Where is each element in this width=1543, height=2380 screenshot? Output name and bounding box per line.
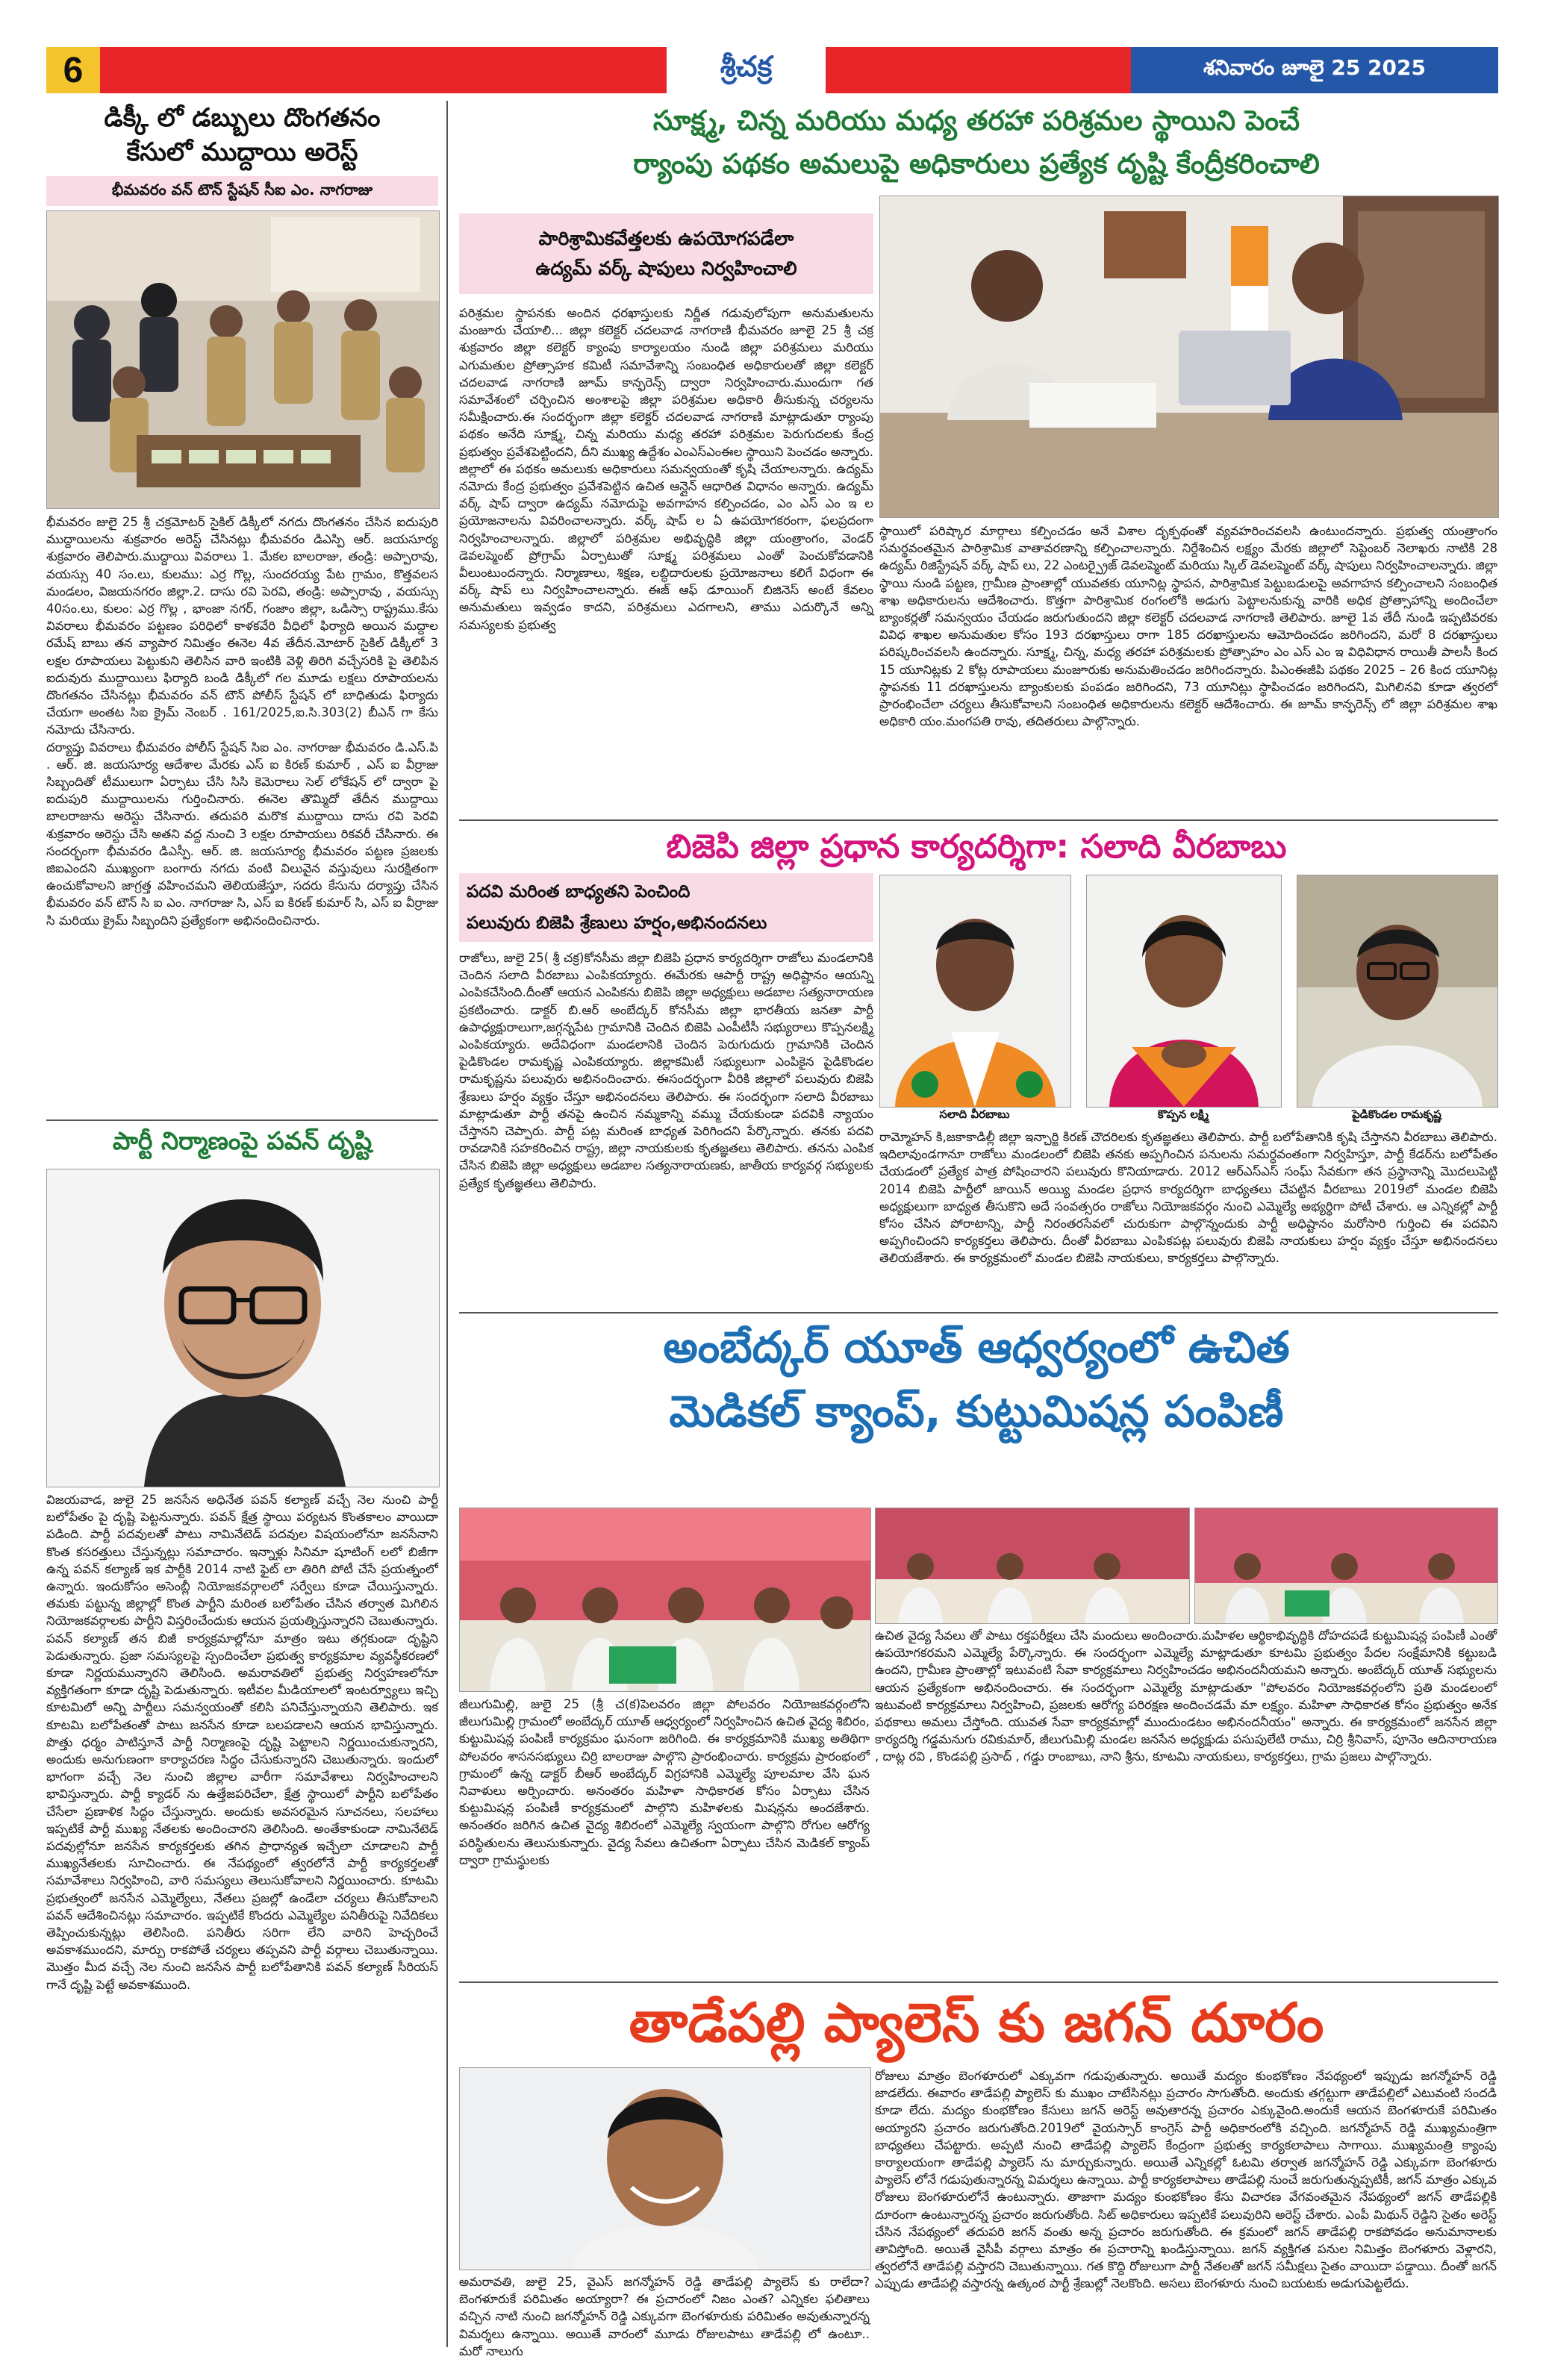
story4-caption-3: పైడికొండల రామకృష్ణ bbox=[1352, 1108, 1441, 1121]
page-number-box bbox=[46, 47, 100, 93]
story3-body bbox=[46, 1491, 438, 2348]
issue-date: శనివారం జూలై 25 2025 bbox=[1203, 55, 1426, 80]
story3-headline bbox=[46, 1124, 438, 1158]
story4-subhead-line2: పలువురు బిజెపి శ్రేణులు హర్షం,అభినందనలు bbox=[467, 913, 767, 933]
story4-caption-2: కొప్పన లక్ష్మి bbox=[1157, 1108, 1209, 1121]
story6-headline bbox=[454, 1987, 1499, 2058]
story6-paragraph: అమరావతి, జులై 25, వైఎస్ జగన్మోహన్ రెడ్డి తాడేపల్లి ప్యాలెస్ కు రాలేదా? బెంగళూరుకే పరిమితం అయ్యారా? ఈ ప్రచారంలో నిజం ఎంత? ఎన్నికల ఫలితాలు వచ్చిన నాటి నుంచి జగన్మోహన్ రెడ్డి ఎక్కువగా బెంగళూరుకు పరిమితం అవుతున్నారన్న విమర్శలు ఉన్నాయి. అయితే వారంలో మూడు రోజులపాటు తాడేపల్లి లో ఉంటూ.. మరో నాలుగు bbox=[459, 2275, 870, 2358]
story4-photo-1 bbox=[879, 875, 1071, 1108]
page-number: 6 bbox=[63, 50, 84, 90]
story2-subhead-line1: పారిశ్రామికవేత్తలకు ఉపయోగపడేలా bbox=[538, 228, 794, 249]
story5-paragraph: ఉచిత వైద్య సేవలు తో పాటు రక్తపరీక్షలు చేసి మందులు అందించారు.మహిళల ఆర్థికాభివృద్ధికి దోహదపడే కుట్టుమిషన్ల పంపిణీ ఎంతో ఉపయోగకరమని ఎమ్మెల్యే పేర్కొన్నారు. ఈ సందర్భంగా ఎమ్మెల్యే మాట్లాడుతూ కూటమి ప్రభుత్వం పేదల సంక్షేమానికి కట్టుబడి ఉందని, గ్రామీణ ప్రాంతాల్లో ఇటువంటి సేవా కార్యక్రమాలు నిర్వహించడం అభినందనీయమని అన్నారు. అంబేద్కర్ యూత్ సభ్యులను ఆయన ప్రత్యేకంగా అభినందించారు. ఈ సందర్భంగా ఎమ్మెల్యే మాట్లాడుతూ "పోలవరం నియోజకవర్గంలోని ప్రతి మండలంలో ఇటువంటి కార్యక్రమాలు నిర్వహించి, ప్రజలకు ఆరోగ్య పరిరక్షణ అందించడమే మా లక్ష్యం. మహిళా సాధికారత కోసం ప్రభుత్వం అనేక పథకాలు అమలు చేస్తోంది. యువత సేవా కార్యక్రమాల్లో ముందుండటం అభినందనీయం" అన్నారు. ఈ కార్యక్రమంలో జనసేన జిల్లా కార్యదర్శి గడ్డమనుగు రవికుమార్, జీలుగుమిల్లి మండల జనసేన అధ్యక్షుడు పసుపులేటి రాము, చిర్రి శ్రీనివాస్, పూనెం ఆదినారాయణ , దాట్ల రవి , కొండపల్లి ప్రసాద్ , గడ్డు రాంబాబు, నాని శ్రీను, కూటమి నాయకులు, కార్యకర్తలు, గ్రామ ప్రజలు పాల్గొన్నారు. bbox=[875, 1628, 1497, 1764]
story6-headline-text: తాడేపల్లి ప్యాలెస్ కు జగన్ దూరం bbox=[629, 1991, 1324, 2054]
story1-body bbox=[46, 513, 438, 1119]
story4-caption-1: సలాది వీరబాబు bbox=[939, 1108, 1010, 1121]
story5-paragraph: జీలుగుమిల్లి, జులై 25 (శ్రీ చ(క)పెలవరం జిల్లా పోలవరం నియోజకవర్గంలోని జీలుగుమిల్లి గ్రామంలో అంబేద్కర్ యూత్ ఆధ్వర్యంలో నిర్వహించిన ఉచిత వైద్య శిబిరం, కుట్టుమిషన్ల పంపిణీ కార్యక్రమం ఘనంగా జరిగింది. ఈ కార్యక్రమానికి ముఖ్య అతిథిగా పోలవరం శాసనసభ్యులు చిర్రి బాలరాజు పాల్గొని ప్రారంభించారు. కార్యక్రమ ప్రారంభంలో గ్రామంలో ఉన్న డాక్టర్ బీఆర్ అంబేద్కర్ విగ్రహానికి ఎమ్మెల్యే పూలమాల వేసి ఘన నివాళులు అర్పించారు. అనంతరం మహిళా సాధికారత కోసం ఏర్పాటు చేసిన కుట్టుమిషన్ల పంపిణీ కార్యక్రమంలో పాల్గొని మహిళలకు మిషన్లను అందజేశారు. అనంతరం జరిగిన ఉచిత వైద్య శిబిరంలో ఎమ్మెల్యే స్వయంగా పాల్గొని రోగుల ఆరోగ్య పరిస్థితులను తెలుసుకున్నారు. వైద్య సేవలు ఉచితంగా ఏర్పాటు చేసిన మెడికల్ క్యాంప్ ద్వారా గ్రామస్థులకు bbox=[459, 1697, 870, 1867]
pawan-kalyan-portrait bbox=[47, 1169, 439, 1487]
story5-body-right bbox=[875, 1627, 1497, 1979]
date-box bbox=[1131, 47, 1498, 93]
story6-body-right bbox=[875, 2067, 1497, 2348]
story2-headline-line2: ర్యాంపు పథకం అమలుపై అధికారులు ప్రత్యేక దృష్టి కేంద్రీకరించాలి bbox=[633, 148, 1320, 180]
story6-paragraph: రోజులు మాత్రం బెంగళూరులో ఎక్కువగా గడుపుతున్నారు. అయితే మద్యం కుంభకోణం నేపథ్యంలో ఇప్పుడు జగన్మోహన్ రెడ్డి జాడలేదు. ఈవారం తాడేపల్లి ప్యాలెస్ కు ముఖం చాటేసినట్లు ప్రచారం సాగుతోంది. అందుకు తగ్గట్టుగా తాడేపల్లిలో ఎటువంటి సందడి కూడా లేదు. మద్యం కుంభకోణం కేసులు జగన్ అరెస్ట్ అవుతారన్న ప్రచారం ఎక్కువైంది.అందుకే ఆయన బెంగళూరుకే పరిమితం అయ్యారని ప్రచారం జరుగుతోంది.2019లో వైయస్సార్ కాంగ్రెస్ పార్టీ అధికారంలోకి వచ్చింది. జగన్మోహన్ రెడ్డి ముఖ్యమంత్రిగా బాధ్యతలు చేపట్టారు. అప్పటి నుంచి తాడేపల్లి ప్యాలెస్ కేంద్రంగా ప్రభుత్వ కార్యకలాపాలు సాగాయి. ముఖ్యమంత్రి క్యాంపు కార్యాలయంగా తాడేపల్లి ప్యాలెస్ ను మార్చుకున్నారు. అయితే ఎన్నికల్లో ఓటమి తర్వాత జగన్మోహన్ రెడ్డి ఎక్కువగా బెంగళూరు ప్యాలెస్ లోనే గడుపుతున్నారన్న విమర్శలు ఉన్నాయి. పార్టీ కార్యకలాపాలు తాడేపల్లి నుంచే జరుగుతున్నప్పటికీ, జగన్ మాత్రం ఎక్కువ రోజులు బెంగళూరులోనే ఉంటున్నారు. తాజాగా మద్యం కుంభకోణం కేసు విచారణ వేగవంతమైన నేపథ్యంలో జగన్ తాడేపల్లికి దూరంగా ఉంటున్నారన్న ప్రచారం జరుగుతోంది. సిట్ అధికారులు ఇప్పటికే పలువురిని అరెస్ట్ చేశారు. ఎంపీ మిథున్ రెడ్డిని సైతం అరెస్ట్ చేసిన నేపథ్యంలో తదుపరి జగన్ వంతు అన్న ప్రచారం జరుగుతోంది. ఈ క్రమంలో జగన్ తాడేపల్లి రాకపోవడం అనుమానాలకు తావిస్తోంది. అయితే వైసీపీ వర్గాలు మాత్రం ఈ ప్రచారాన్ని ఖండిస్తున్నాయి. జగన్ వ్యక్తిగత పనుల నిమిత్తం బెంగళూరు వెళ్లారని, త్వరలోనే తాడేపల్లి వస్తారని చెబుతున్నాయి. గత కొద్ది రోజులుగా పార్టీ నేతలతో జగన్ సమీక్షలు సైతం వాయిదా పడ్డాయి. దీంతో జగన్ ఎప్పుడు తాడేపల్లి వస్తారన్న ఉత్కంఠ పార్టీ శ్రేణుల్లో నెలకొంది. అసలు బెంగళూరు నుంచి బయటకు అడుగుపెట్టలేదు. bbox=[875, 2069, 1497, 2291]
story4-paragraph: రామ్మోహన్ కి,జకాకాడిల్లీ జిల్లా ఇన్చార్జి కిరణ్ చౌదరిలకు కృతజ్ఞతలు తెలిపారు. పార్టీ బలోపేతానికి కృషి చేస్తానని వీరబాబు తెలిపారు. ఇదిలావుండగానూ రాజోలు మండలంలో బిజెపి తనకు అప్పగించిన పనులను సమర్ధవంతంగా నిర్వహిస్తూ, పార్టీ కేడర్‌ను బలోపేతం చేయడంలో ప్రత్యేక పాత్ర పోషించారని పలువురు కొనియాడారు. 2012 ఆర్ఎస్ఎస్ సంఘ్ సేవకుగా తన ప్రస్థానాన్ని మొదలుపెట్టి 2014 బిజెపి పార్టీలో జాయిన్ అయ్యి మండల ప్రధాన కార్యదర్శిగా బాధ్యతలు చేపట్టిన వీరబాబు 2019లో మండల బిజెపి అధ్యక్షులుగా బాధ్యత తీసుకొని అదే సంవత్సరం రాజోలు నియోజకవర్గం నుంచి ఎమ్మెల్యే అభ్యర్థిగా పోటీ చేశారు. ఆ ఎన్నికల్లో పార్టీ కోసం చేసిన పోరాటాన్ని, పార్టీ నిరంతరసేవలో చురుకుగా పాల్గొన్నందుకు పార్టీ అధిష్టానం మరోసారి గుర్తించి ఈ పదవిని అప్పగించిందని కార్యకర్తలు తెలిపారు. దీంతో వీరబాబు ఎంపికపట్ల పలువురు బిజెపి నాయకులు హర్షం వ్యక్తం చేస్తూ అభినందనలు తెలియజేశారు. ఈ కార్యక్రమంలో మండల బిజెపి నాయకులు, కార్యకర్తలు పాల్గొన్నారు. bbox=[879, 1130, 1497, 1266]
story2-headline bbox=[454, 99, 1499, 186]
story2-paragraph: స్థాయిలో పరిష్కార మార్గాలు కల్పించడం అనే విశాల దృక్పథంతో వ్యవహరించవలసి ఉంటుందన్నారు. ప్రభుత్వ యంత్రాంగం సమర్థవంతమైన పారిశ్రామిక వాతావరణాన్ని కల్పించాలన్నారు. నిర్దేశించిన లక్ష్యం మేరకు జిల్లాలో సెప్టెంబర్ నెలాఖరు నాటికి 28 ఉద్యమ్ రిజిస్ట్రేషన్ వర్క్ షాప్ లు, 22 ఎంటర్ప్రైజ్ డెవలప్మెంట్ మరియు స్కిల్ డెవలప్మెంట్ వర్క్ షాపులు నిర్వహించాలన్నారు. జిల్లా స్థాయి నుండి పట్టణ, గ్రామీణ ప్రాంతాల్లో యువతకు యూనిట్ల స్థాపన, పారిశ్రామిక పెట్టుబడులపై అవగాహన కల్పించాలని సంబంధిత శాఖ అధికారులను ఆదేశించారు. కొత్తగా పారిశ్రామిక రంగంలోకి అడుగు పెట్టాలనుకున్న వారికి అధిక ప్రోత్సాహాన్ని అందించేలా బ్యాంకర్లతో సమన్వయం చేయడం జరుగుతుందని జిల్లా కలెక్టర్ చదలవాడ నాగరాణి తెలిపారు. జూలై 1వ తేదీ నుండి ఇప్పటివరకు వివిధ శాఖల అనుమతుల కోసం 193 దరఖాస్తులు రాగా 185 దరఖాస్తులను ఆమోదించడం జరిగిందని, మరో 8 దరఖాస్తులు పరిష్కరించవలసి ఉందన్నారు. సూక్ష్మ, చిన్న, మధ్య తరహా పరిశ్రమలకు ప్రోత్సాహం ఎం ఎస్ ఎం ఇ విధివిధాన రాయితీ పాలసీ కింద 15 యూనిట్లకు 2 కోట్ల రూపాయలు మంజూరుకు అనుమతించడం జరిగిందన్నారు. పిఎంఈజీపి పథకం 2025 – 26 కింద యూనిట్ల స్థాపనకు 11 దరఖాస్తులను బ్యాంకులకు పంపడం జరిగిందని, 73 యూనిట్లు స్థాపించడం జరిగిందని, మిగిలినవి కూడా త్వరలో ప్రారంభించేలా చర్యలు తీసుకోవాలని సంబంధిత అధికారులను కలెక్టర్ ఆదేశించారు. ఈ జూమ్ కాన్ఫరెన్స్ లో జిల్లా పరిశ్రమల శాఖ అధికారి యం.మంగపతి రావు, తదితరులు పాల్గొన్నారు. bbox=[879, 524, 1497, 729]
story2-body-left bbox=[459, 304, 873, 819]
story1-headline-line1: డిక్కీ లో డబ్బులు దొంగతనం bbox=[104, 103, 381, 133]
story2-subhead bbox=[459, 213, 873, 294]
story3-paragraph: విజయవాడ, జులై 25 జనసేన అధినేత పవన్ కల్యాణ్ వచ్చే నెల నుంచి పార్టీ బలోపేతం పై దృష్టి పెట్టనున్నారు. పవన్ క్షేత్ర స్థాయి పర్యటన కొంతకాలం వాయిదా పడింది. పార్టీ పదవులతో పాటు నామినేటెడ్ పదవుల విషయంలోనూ జనసేనాని కొంత కసరత్తులు చేస్తున్నట్లు సమాచారం. ఇన్నాళ్లు సినిమా షూటింగ్ లలో బిజీగా ఉన్న పవన్ కల్యాణ్ ఇక పార్టీకి 2014 నాటి ఫైట్ లా తిరిగి పోటీ చేసే ప్రయత్నంలో ఉన్నారు. ఇందుకోసం అసెంబ్లీ నియోజకవర్గాలలో సర్వేలు కూడా చేయిస్తున్నారు. తమకు పట్టున్న జిల్లాల్లో కొంత పార్టీని మరింత బలోపేతం చేసిన తర్వాత మిగిలిన నియోజకవర్గాలకు పార్టీని విస్తరించేందుకు ఆయన ప్రయత్నిస్తున్నారని చెబుతున్నారు. పవన్ కల్యాణ్ తన బిజీ కార్యక్రమాల్లోనూ మాత్రం ఇటు తగ్గకుండా దృష్టిని పెడుతున్నారు. ప్రజా సమస్యలపై స్పందించేలా ప్రభుత్వ కార్యక్రమాల వ్యవస్థీకరణలో కూడా నిర్ణయమున్నారని తెలిసింది. అమరావతిలో ప్రభుత్వ నిర్వహణలోనూ వ్యక్తిగతంగా కూడా దృష్టి పెడుతున్నారు. ఇటీవల మీడియాలలో ఇంటర్వ్యూలు ఇచ్చి కూటమిలో అన్ని పార్టీలు సమన్వయంతో కలిసి పనిచేస్తున్నాయని తెలిపారు. ఇక కూటమి బలోపేతంతో పాటు జనసేన కూడా బలపడాలని ఆయన భావిస్తున్నారు. పొత్తు ధర్మం పాటిస్తూనే పార్టీ నిర్మాణంపై దృష్టి పెట్టాలని నిర్ణయించుకున్నారని, అందుకు అనుగుణంగా కార్యాచరణ సిద్ధం చేసుకున్నారని చెబుతున్నారు. ఇందులో భాగంగా వచ్చే నెల నుంచి జిల్లాల వారీగా సమావేశాలు నిర్వహించాలని భావిస్తున్నారు. పార్టీ క్యాడర్ ను ఉత్తేజపరిచేలా, క్షేత్ర స్థాయిలో పార్టీని బలోపేతం చేసేలా ప్రణాళిక సిద్ధం చేస్తున్నారు. అందుకు అవసరమైన సూచనలు, సలహాలు ఇప్పటికే పార్టీ ముఖ్య నేతలకు అందించారని తెలిసింది. అంతేకాకుండా నామినేటెడ్ పదవుల్లోనూ జనసేన కార్యకర్తలకు తగిన ప్రాధాన్యత ఇచ్చేలా చూడాలని పార్టీ ముఖ్యనేతలకు సూచించారు. ఈ నేపథ్యంలో త్వరలోనే పార్టీ కార్యకర్తలతో సమావేశాలు నిర్వహించి, వారి సమస్యలు తెలుసుకోవాలని నిర్ణయించారు. కూటమి ప్రభుత్వంలో జనసేన ఎమ్మెల్యేలు, నేతలు ప్రజల్లో ఉండేలా చర్యలు తీసుకోవాలని పవన్ ఆదేశించినట్లు సమాచారం. ఇప్పటికే కొందరు ఎమ్మెల్యేల పనితీరుపై నివేదికలు తెప్పించుకున్నట్లు తెలిసింది. పనితీరు సరిగా లేని వారిని హెచ్చరించే అవకాశముందని, మార్పు రాకపోతే చర్యలు తప్పవని పార్టీ వర్గాలు చెబుతున్నాయి. మొత్తం మీద వచ్చే నెల నుంచి జనసేన పార్టీ బలోపేతానికి పవన్ కల్యాణ్ సీరియస్ గానే దృష్టి పెట్టే అవకాశముంది. bbox=[46, 1493, 438, 1992]
story4-subhead bbox=[459, 873, 873, 942]
story1-subhead bbox=[46, 176, 438, 206]
story2-paragraph: పరిశ్రమల స్థాపనకు అందిన ధరఖాస్తులకు నిర్ణీత గడువులోపుగా అనుమతులను మంజూరు చేయాలి... జిల్లా కలెక్టర్ చదలవాడ నాగరాణి భీమవరం జూలై 25 శ్రీ చక్ర శుక్రవారం జిల్లా కలెక్టర్ క్యాంపు కార్యాలయం నుండి జిల్లా పరిశ్రమలు మరియు ఎగుమతుల ప్రోత్సాహక కమిటీ సమావేశాన్ని సంబంధిత అధికారులతో జిల్లా కలెక్టర్ చదలవాడ నాగరాణి జూమ్ కాన్ఫరెన్స్ ద్వారా నిర్వహించారు.ముందుగా గత సమావేశంలో చర్చించిన అంశాలపై జిల్లా పరిశ్రమల అధికారి తీసుకున్న చర్యలను సమీక్షించారు.ఈ సందర్భంగా జిల్లా కలెక్టర్ చదలవాడ నాగరాణి మాట్లాడుతూ ర్యాంపు పథకం అనేది సూక్ష్మ, చిన్న మరియు మధ్య తరహా పరిశ్రమల పెరుగుదలకు కేంద్ర ప్రభుత్వం ప్రవేశపెట్టిందని, దీని ముఖ్య ఉద్దేశం ఎంఎస్ఎంఈల స్థాయిని పెంచడం అన్నారు. జిల్లాలో ఈ పథకం అమలుకు అధికారులు సమన్వయంతో కృషి చేయాలన్నారు. ఉద్యమ్ నమోదు కేంద్ర ప్రభుత్వం ప్రవేశపెట్టిన ఉచిత ఆన్లైన్ ఆధారిత విధానం అన్నారు. ఉద్యమ్ వర్క్ షాప్ ద్వారా ఉద్యమ్ నమోదుపై అవగాహన కల్పించడం, ఎం ఎస్ ఎం ఇ ల ప్రయోజనాలను వివరించాలన్నారు. వర్క్ షాప్ ల ఏ ఉపయోగకరంగా, ఫలప్రదంగా నిర్వహించాలన్నారు. జిల్లాలో పరిశ్రమల అభివృద్ధికి జిల్లా యంత్రాంగం, వెండర్ డెవలప్మెంట్ ప్రోగ్రామ్ ఏర్పాటుతో సూక్ష్మ పరిశ్రమలు ఎంతో పెంచుకోవడానికి వీలుంటుందన్నారు. నిర్మాణాలు, శిక్షణ, లబ్ధిదారులకు ప్రయోజనాలు కలిగే విధంగా ఈ వర్క్ షాప్ లు నిర్వహించాలన్నారు. ఈజ్ ఆఫ్ డూయింగ్ బిజినెస్ అంటే కేవలం అనుమతులు ఇవ్వడం కాదని, పరిశ్రమలు ఎదగాలని, తాము ఎదుర్కొనే అన్ని సమస్యలకు ప్రభుత్వ bbox=[459, 306, 873, 632]
story2-subhead-line2: ఉద్యమ్ వర్క్ షాపులు నిర్వహించాలి bbox=[535, 257, 797, 279]
story6-intro bbox=[459, 2273, 870, 2358]
story4-paragraph: రాజోలు, జులై 25( శ్రీ చక్ర)కోనసీమ జిల్లా బిజెపి ప్రధాన కార్యదర్శిగా రాజోలు మండలానికి చెందిన సలాది వీరబాబు ఎంపికయ్యారు. ఈమేరకు ఆపార్టీ రాష్ట్ర అధిష్టానం ఆయన్ని ఎంపికచేసింది.దీంతో ఆయన ఎంపికను బిజెపి జిల్లా అధ్యక్షులు అడబాల సత్యనారాయణ ప్రకటించారు. డాక్టర్ బి.ఆర్ అంబేద్కర్ కోనసీమ జిల్లా భారతీయ జనతా పార్టీ ఉపాధ్యక్షురాలుగా,జగ్గన్నపేట గ్రామానికి చెందిన బిజెపి ఎంపీటీసీ సభ్యురాలు కొప్పనలక్ష్మి ఎంపికయ్యారు. అదేవిధంగా మండలానికి చెందిన పెరుగుదురు గ్రామానికి చెందిన పైడికొండల రామకృష్ణ ఎంపికయ్యారు. జిల్లాకమిటీ సభ్యులుగా ఎంపికైన పైడికొండల రామకృష్ణను పలువురు అభినందించారు. ఈసందర్భంగా వీరికి జిల్లాలో పలువురు బిజెపి శ్రేణులు హర్షం వ్యక్తం చేస్తూ అభినందనలు తెలిపారు. ఈ సందర్భంగా సలాది వీరబాబు మాట్లాడుతూ పార్టీ తనపై ఉంచిన నమ్మకాన్ని వమ్ము చేయకుండా పదవికి న్యాయం చేస్తానని చెప్పారు. పార్టీ పట్ల మరింత బాధ్యత పెరిగిందని పేర్కొన్నారు. తనకు పదవి రావడానికి సహకరించిన రాష్ట్ర, జిల్లా నాయకులకు కృతజ్ఞతలు తెలిపారు. తనను ఎంపిక చేసిన బిజెపి జిల్లా అధ్యక్షులు అడబాల సత్యనారాయణకు, జాతీయ కార్యవర్గ సభ్యులకు ప్రత్యేక కృతజ్ఞతలు తెలిపారు. bbox=[459, 951, 873, 1190]
story1-photo bbox=[46, 210, 440, 509]
story5-body-left bbox=[459, 1696, 870, 1979]
column-divider-left bbox=[446, 101, 448, 2347]
story6-top-rule bbox=[459, 1981, 1498, 1983]
story1-headline-line2: కేసులో ముద్దాయి అరెస్ట్ bbox=[126, 137, 358, 167]
story4-subhead-line1: పదవి మరింత బాధ్యతని పెంచింది bbox=[467, 882, 691, 902]
story2-body-right bbox=[879, 522, 1497, 819]
story4-headline bbox=[454, 822, 1499, 872]
story5-photo-2 bbox=[875, 1508, 1190, 1624]
jagan-portrait bbox=[460, 2068, 870, 2270]
story6-photo bbox=[459, 2067, 871, 2270]
camp-doctors-photo bbox=[876, 1508, 1189, 1623]
story4-body-left bbox=[459, 949, 873, 1311]
story5-photo-3 bbox=[1194, 1508, 1498, 1624]
story5-headline-line2: మెడికల్ క్యాంప్, కుట్టుమిషన్ల పంపిణీ bbox=[669, 1386, 1284, 1437]
collector-meeting-photo bbox=[880, 196, 1498, 517]
story4-body-full bbox=[879, 1128, 1497, 1311]
story5-photo-1 bbox=[459, 1508, 871, 1692]
masthead-logo: శ్రీచక్ర bbox=[720, 50, 773, 83]
story5-top-rule bbox=[459, 1312, 1498, 1314]
story4-photo-2 bbox=[1086, 875, 1282, 1108]
story4-headline-text: బిజెపి జిల్లా ప్రధాన కార్యదర్శిగా: సలాది వీరబాబు bbox=[666, 828, 1287, 866]
story1-paragraph: భీమవరం జులై 25 శ్రీ చక్రమోటర్ సైకిల్ డిక్కీలో నగదు దొంగతనం చేసిన ఐదుపురి ముద్దాయిలను శుక్రవారం అరెస్ట్ చేసినట్లు భీమవరం డిఎస్పి ఆర్. జయసూర్య శుక్రవారం తెలిపారు.ముద్దాయి వివరాలు 1. మేకల బాలరాజు, తండ్రి: అప్పారావు, వయస్సు 40 సం.లు, కులము: ఎర్ర గొల్ల, సుందరయ్య పేట గ్రామం, కొత్తవలస మండలం, విజయనగరం జిల్లా.2. దాసు రవి పెరవి, తండ్రి: అప్పారావు , వయస్సు 40సం.లు, కులం: ఎర్ర గొల్ల , భాంజా నగర్, గంజాం జిల్లా, ఒడిస్సా రాష్ట్రము.కేసు వివరాలు భీమవరం పట్టణం పరిధిలో కాళకవేరి వీధిలో ఫిర్యాది అయిన మద్దాల రమేష్ బాబు తన వ్యాపార నిమిత్తం ఈనెల 4వ తేదీన.మోటార్ సైకిల్ డిక్కీలో 3 లక్షల రూపాయలు పెట్టుకుని తెలిసిన వారి ఇంటికి వెళ్లి తిరిగి వచ్చేసరికి పై తెలిపిన ఐదువురు ముద్దాయిలు ఫిర్యాది బండి డిక్కీలో గల మూడు లక్షలు రూపాయలను దొంగతనం చేసినట్లు భీమవరం వన్ టౌన్ పోలీస్ స్టేషన్ లో బాధితుడు ఫిర్యాదు చేయగా అంతట సిఐ క్రైమ్ నెంబర్ . 161/2025,ఐ.సి.303(2) బీఎన్ గా కేసు నమోదు చేసినారు. bbox=[46, 515, 438, 737]
story3-headline-text: పార్టీ నిర్మాణంపై పవన్ దృష్టి bbox=[112, 1126, 372, 1155]
sewing-machine-distribution-photo bbox=[1195, 1508, 1497, 1623]
story1-subhead-text: భీమవరం వన్ టౌన్ స్టేషన్ సీఐ ఎం. నాగరాజు bbox=[111, 180, 373, 199]
story3-photo bbox=[46, 1169, 440, 1487]
bjp-woman-leader-photo bbox=[1087, 875, 1281, 1107]
story5-headline-line1: అంబేద్కర్ యూత్ ఆధ్వర్యంలో ఉచిత bbox=[663, 1322, 1290, 1372]
story3-top-rule bbox=[46, 1119, 438, 1121]
story5-headline bbox=[454, 1315, 1499, 1443]
masthead-logo-box bbox=[667, 47, 826, 93]
story1-headline bbox=[46, 101, 438, 169]
story2-photo bbox=[879, 196, 1499, 518]
medical-camp-photo bbox=[460, 1508, 870, 1691]
story2-headline-line1: సూక్ష్మ, చిన్న మరియు మధ్య తరహా పరిశ్రమల స్థాయిని పెంచే bbox=[652, 104, 1300, 137]
story4-top-rule bbox=[459, 819, 1498, 821]
bjp-leader-photo bbox=[880, 875, 1070, 1107]
story1-paragraph: దర్యాప్తు వివరాలు భీమవరం పోలీస్ స్టేషన్ సిఐ ఎం. నాగరాజు భీమవరం డి.ఎస్.పి . ఆర్. జి. జయసూర్య ఆదేశాల మేరకు ఎస్ ఐ కిరణ్ కుమార్ , ఎస్ ఐ వీర్రాజు సిబ్బందితో టీములుగా ఏర్పాటు చేసి సిసి కెమెరాలు సెల్ లోకేషన్ లో ద్వారా పై ఐదుపురి ముద్దాయిలను గుర్తించినారు. ఈనెల తొమ్మిదో తేదీన ముద్దాయి బాలరాజును అరెస్టు చేసినారు. తదుపరి మరొక ముద్దాయి దాసు రవి పెరవి శుక్రవారం అరెస్టు చేసి అతని వద్ద నుంచి 3 లక్షల రూపాయలు రికవరీ చేసినారు. ఈ సందర్భంగా భీమవరం డిఎస్పీ. ఆర్. జి. జయసూర్య భీమవరం పట్టణ ప్రజలకు జిఐఎందని ముఖ్యంగా బంగారు నగదు వంటి విలువైన వస్తువులు సురక్షితంగా ఉంచుకోవాలని జాగ్రత్త వహించమని తెలియజేస్తూ, సదరు కేసును దర్యాప్తు చేసిన భీమవరం వన్ టౌన్ సి ఐ ఎం. నాగరాజు సి, ఎస్ ఐ కిరణ్ కుమార్ సి, ఎస్ ఐ వీర్రాజు సి మరియు క్రైమ్ సిబ్బందిని ప్రత్యేకంగా అభినందించినారు. bbox=[46, 740, 438, 928]
story4-photo-3 bbox=[1297, 875, 1498, 1108]
police-group-photo bbox=[47, 211, 439, 508]
bjp-member-photo bbox=[1297, 875, 1497, 1107]
